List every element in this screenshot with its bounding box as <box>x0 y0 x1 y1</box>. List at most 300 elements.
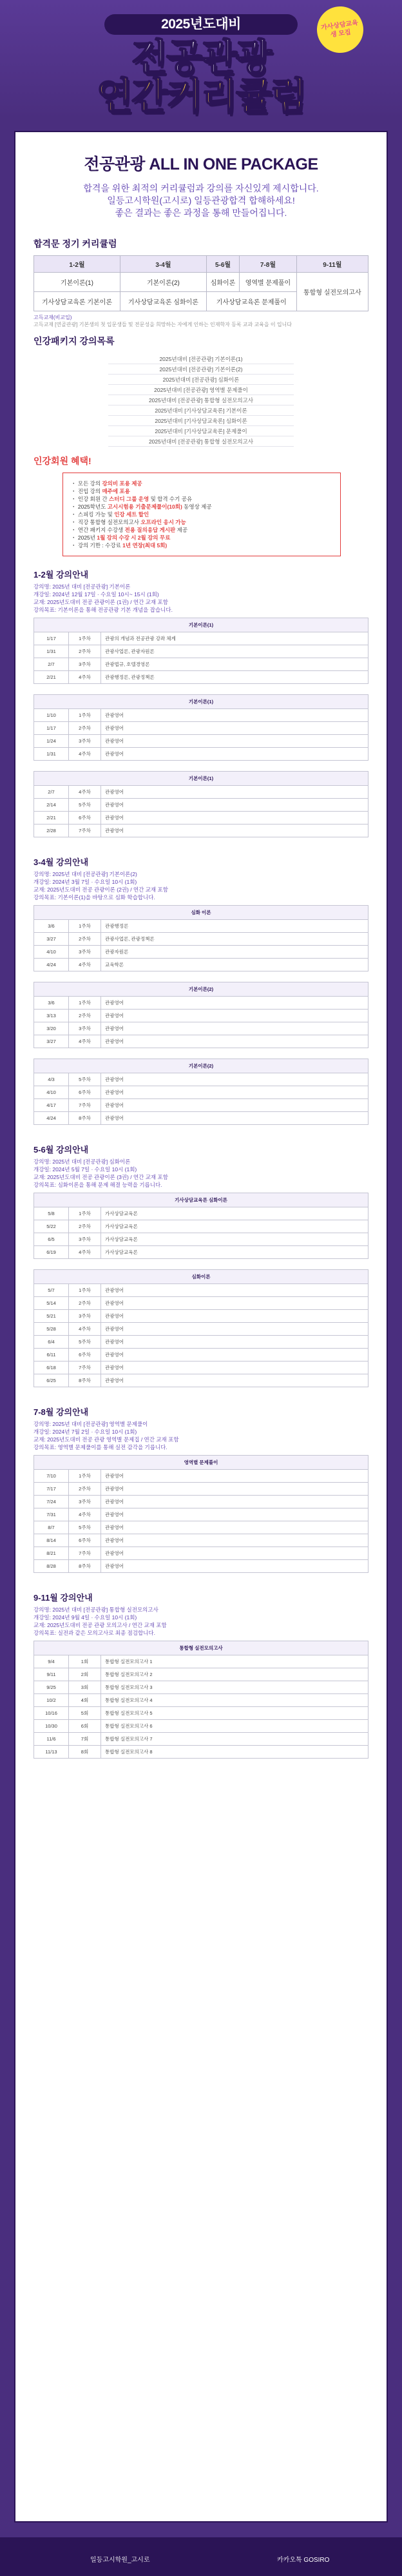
schedule-row <box>34 1694 368 1707</box>
schedule-cell: 1/17 <box>34 632 69 645</box>
month-desc-line: 개강일: 2024년 9월 4일 · 수요일 10시 (1회) <box>34 1614 137 1621</box>
schedule-cell: 가사상담교육론 <box>101 1246 368 1259</box>
schedule-row <box>34 959 368 971</box>
month-desc-line: 강의명: 2025년 대비 [전공관광] 심화이론 <box>34 1158 131 1165</box>
schedule-cell: 1주차 <box>69 920 101 933</box>
schedule-cell: 2/28 <box>34 825 69 837</box>
schedule-cell: 6주차 <box>69 1534 101 1547</box>
schedule-cell: 7/31 <box>34 1508 69 1521</box>
schedule-cell: 관광영어 <box>101 1496 368 1508</box>
intro-line: 일등고시학원(고시로) 일등관광합격 합해하세요! <box>107 195 295 206</box>
schedule-cell: 관광영어 <box>101 1547 368 1560</box>
schedule-cell: 관광영어 <box>101 1470 368 1483</box>
hero-title-line2: 연간커리큘럼 <box>96 75 306 117</box>
schedule-cell: 2주차 <box>69 645 101 658</box>
plan-cell: 영역별 문제풀이 <box>240 273 297 292</box>
spacer <box>34 1125 368 1131</box>
schedule-row <box>34 1361 368 1374</box>
schedule-cell: 통합형 실전모의고사 8 <box>101 1746 368 1759</box>
plan-header: 7-8월 <box>240 256 297 273</box>
schedule-row <box>34 1560 368 1573</box>
schedule-cell: 1주차 <box>69 1284 101 1297</box>
schedule-cell: 통합형 실전모의고사 7 <box>101 1733 368 1746</box>
schedule-caption-row <box>34 1193 368 1207</box>
schedule-row <box>34 1720 368 1733</box>
schedule-cell: 통합형 실전모의고사 5 <box>101 1707 368 1720</box>
month-title: 1-2월 강의안내 <box>34 570 89 580</box>
hero-title-line1: 전공관광 <box>131 37 271 79</box>
benefit-text: 및 합격 수기 공유 <box>149 496 193 502</box>
schedule-cell: 7/24 <box>34 1496 69 1508</box>
schedule-cell: 관광영어 <box>101 1349 368 1361</box>
spacer <box>34 684 368 690</box>
monthly-schedule <box>15 568 387 1765</box>
schedule-table <box>34 1193 368 1259</box>
month-section <box>34 1591 368 1765</box>
schedule-row <box>34 1349 368 1361</box>
schedule-caption-row <box>34 1270 368 1284</box>
schedule-table <box>34 771 368 837</box>
schedule-row <box>34 997 368 1010</box>
schedule-cell: 2/21 <box>34 812 69 825</box>
schedule-cell: 2주차 <box>69 1010 101 1022</box>
package-card <box>14 131 388 2522</box>
benefit-text: ・ 모든 강의 <box>71 480 102 487</box>
schedule-cell: 5/21 <box>34 1310 69 1323</box>
schedule-cell: 5주차 <box>69 1336 101 1349</box>
schedule-cell: 가사상담교육론 <box>101 1220 368 1233</box>
schedule-row <box>34 735 368 748</box>
schedule-table <box>34 982 368 1048</box>
schedule-table <box>34 1059 368 1125</box>
schedule-row <box>34 709 368 722</box>
schedule-cell: 9/11 <box>34 1668 69 1681</box>
month-desc-line: 강의목표: 기본이론(1)을 바탕으로 심화 학습합니다. <box>34 894 155 901</box>
spacer <box>34 1573 368 1579</box>
schedule-cell: 1주차 <box>69 997 101 1010</box>
schedule-caption: 통합형 실전모의고사 <box>34 1641 368 1655</box>
schedule-row <box>34 632 368 645</box>
schedule-cell: 2주차 <box>69 1220 101 1233</box>
schedule-cell: 5/7 <box>34 1284 69 1297</box>
schedule-cell: 7주차 <box>69 1547 101 1560</box>
schedule-cell: 관광영어 <box>101 786 368 799</box>
schedule-cell: 11/6 <box>34 1733 69 1746</box>
month-title: 7-8월 강의안내 <box>34 1407 89 1417</box>
footer <box>0 2537 402 2576</box>
schedule-cell: 9/4 <box>34 1655 69 1668</box>
month-desc-line: 개강일: 2024년 3월 7일 · 수요일 10시 (1회) <box>34 879 137 885</box>
benefit-line <box>71 511 332 518</box>
benefit-text: 전용 질의응답 게시판 <box>124 527 176 533</box>
schedule-cell: 통합형 실전모의고사 4 <box>101 1694 368 1707</box>
schedule-cell: 1/17 <box>34 722 69 735</box>
schedule-cell: 관광자원론 <box>101 946 368 959</box>
schedule-cell: 3/20 <box>34 1022 69 1035</box>
month-description <box>34 1420 368 1451</box>
schedule-cell: 6/18 <box>34 1361 69 1374</box>
schedule-row <box>34 1233 368 1246</box>
schedule-caption-row <box>34 1456 368 1470</box>
month-title: 5-6월 강의안내 <box>34 1145 89 1155</box>
schedule-table <box>34 618 368 684</box>
schedule-row <box>34 1086 368 1099</box>
schedule-cell: 10/30 <box>34 1720 69 1733</box>
schedule-cell: 5/28 <box>34 1323 69 1336</box>
schedule-row <box>34 1534 368 1547</box>
schedule-cell: 관광법규, 호텔경영론 <box>101 658 368 671</box>
schedule-cell: 3주차 <box>69 1310 101 1323</box>
schedule-cell: 8주차 <box>69 1374 101 1387</box>
plan-cell: 기사상담교육론 기본이론 <box>34 292 120 311</box>
schedule-cell: 8/7 <box>34 1521 69 1534</box>
spacer <box>34 761 368 767</box>
schedule-row <box>34 1733 368 1746</box>
plan-cell: 통합형 실전모의고사 <box>296 273 368 311</box>
schedule-row <box>34 1112 368 1125</box>
schedule-cell: 관광영어 <box>101 997 368 1010</box>
schedule-cell: 5회 <box>69 1707 101 1720</box>
plan-cell: 심화이론 <box>206 273 239 292</box>
benefit-text: ・ 강의 기한 : 수강료 <box>71 542 123 549</box>
schedule-row <box>34 1297 368 1310</box>
month-section <box>34 855 368 1131</box>
schedule-row <box>34 1707 368 1720</box>
month-desc-line: 강의목표: 기본이론을 통해 전공관광 기본 개념을 잡습니다. <box>34 607 173 613</box>
benefit-text: ・ 스피킹 가능 및 <box>71 511 115 518</box>
schedule-cell: 3주차 <box>69 735 101 748</box>
schedule-cell: 4주차 <box>69 748 101 761</box>
benefit-text: 강의비 포용 제공 <box>102 480 142 487</box>
schedule-cell: 3주차 <box>69 1496 101 1508</box>
month-description <box>34 583 368 614</box>
schedule-cell: 2주차 <box>69 1297 101 1310</box>
schedule-cell: 관광영어 <box>101 799 368 812</box>
month-desc-line: 강의명: 2025년 대비 [전공관광] 기본이론(2) <box>34 871 137 877</box>
schedule-cell: 2주차 <box>69 722 101 735</box>
schedule-cell: 관광영어 <box>101 825 368 837</box>
month-desc-line: 교재: 2025년도대비 전공 관광 모의고사 / 연간 교재 포함 <box>34 1622 167 1628</box>
schedule-row <box>34 1374 368 1387</box>
recruit-badge: 가사상담교육생 모집 <box>314 3 366 55</box>
schedule-cell: 6/5 <box>34 1233 69 1246</box>
plan-cell: 기사상담교육론 심화이론 <box>120 292 206 311</box>
plan-header: 9-11월 <box>296 256 368 273</box>
online-course-item[interactable]: 2025년대비 [전공관광] 기본이론(2) <box>108 364 294 375</box>
schedule-row <box>34 1470 368 1483</box>
month-description <box>34 1606 368 1637</box>
schedule-cell: 관광사업론, 관광자원론 <box>101 645 368 658</box>
schedule-cell: 2주차 <box>69 1483 101 1496</box>
schedule-caption-row <box>34 695 368 709</box>
schedule-cell: 1주차 <box>69 709 101 722</box>
schedule-cell: 4/3 <box>34 1073 69 1086</box>
member-benefit <box>34 454 368 556</box>
plan-header: 3-4월 <box>120 256 206 273</box>
schedule-cell: 6주차 <box>69 1086 101 1099</box>
schedule-row <box>34 1508 368 1521</box>
schedule-row <box>34 1022 368 1035</box>
schedule-caption: 기본이론(1) <box>34 772 368 786</box>
schedule-cell: 1회 <box>69 1655 101 1668</box>
month-description <box>34 870 368 901</box>
benefit-line <box>71 487 332 495</box>
schedule-row <box>34 1284 368 1297</box>
schedule-row <box>34 1220 368 1233</box>
schedule-cell: 관광영어 <box>101 1508 368 1521</box>
schedule-cell: 8/28 <box>34 1560 69 1573</box>
schedule-table <box>34 1455 368 1573</box>
spacer <box>34 837 368 844</box>
schedule-cell: 4주차 <box>69 1508 101 1521</box>
schedule-row <box>34 1207 368 1220</box>
benefit-line <box>71 480 332 487</box>
schedule-cell: 4회 <box>69 1694 101 1707</box>
benefit-text: ・ 진입 강의 <box>71 488 102 494</box>
schedule-cell: 2/21 <box>34 671 69 684</box>
benefit-line <box>71 526 332 534</box>
schedule-cell: 8회 <box>69 1746 101 1759</box>
schedule-cell: 1/31 <box>34 748 69 761</box>
spacer <box>34 1048 368 1055</box>
schedule-row <box>34 1655 368 1668</box>
schedule-cell: 관광영어 <box>101 1099 368 1112</box>
schedule-cell: 8주차 <box>69 1112 101 1125</box>
schedule-cell: 가사상담교육론 <box>101 1207 368 1220</box>
schedule-cell: 2/7 <box>34 658 69 671</box>
month-desc-line: 강의명: 2025년 대비 [전공관광] 기본이론 <box>34 583 131 590</box>
schedule-cell: 6/25 <box>34 1374 69 1387</box>
month-desc-line: 교재: 2025년도대비 전공 관광이론 (1권) / 연간 교재 포함 <box>34 599 168 605</box>
schedule-row <box>34 786 368 799</box>
schedule-cell: 5/8 <box>34 1207 69 1220</box>
benefit-text: 1월 강의 수강 시 2월 강의 무료 <box>97 534 171 541</box>
month-desc-line: 교재: 2025년도대비 전공 관광 영역별 문제집 / 연간 교재 포함 <box>34 1436 179 1443</box>
schedule-cell: 6주차 <box>69 812 101 825</box>
schedule-table <box>34 1269 368 1387</box>
schedule-cell: 1/31 <box>34 645 69 658</box>
schedule-cell: 2/14 <box>34 799 69 812</box>
benefit-line <box>71 495 332 503</box>
month-section <box>34 1405 368 1579</box>
schedule-cell: 가사상담교육론 <box>101 1233 368 1246</box>
schedule-row <box>34 1099 368 1112</box>
benefit-text: 오프라인 응시 가능 <box>140 519 186 525</box>
schedule-cell: 4주차 <box>69 786 101 799</box>
schedule-row <box>34 1668 368 1681</box>
plan-note-text: 고득교재 [연골관광] 기본생의 첫 입문생들 및 전문성을 희망하는 자에게 인하는 인재학자 등록 교과 교육을 이 입니다 <box>34 322 292 327</box>
schedule-cell: 관광영어 <box>101 1035 368 1048</box>
curriculum-table <box>34 255 368 311</box>
spacer <box>34 1759 368 1765</box>
schedule-row <box>34 1336 368 1349</box>
schedule-cell: 1/24 <box>34 735 69 748</box>
month-desc-line: 강의명: 2025년 대비 [전공관광] 영역별 문제풀이 <box>34 1421 148 1427</box>
schedule-cell: 관광영어 <box>101 1010 368 1022</box>
online-course-item[interactable]: 2025년대비 [전공관광] 심화이론 <box>108 375 294 385</box>
schedule-cell: 관광행정론 <box>101 920 368 933</box>
schedule-row <box>34 946 368 959</box>
schedule-row <box>34 1483 368 1496</box>
online-course-item[interactable]: 2025년대비 [전공관광] 기본이론(1) <box>108 354 294 364</box>
month-desc-line: 교재: 2025년도대비 전공 관광이론 (2권) / 연간 교재 포함 <box>34 886 168 893</box>
schedule-cell: 5/14 <box>34 1297 69 1310</box>
package-title: 전공관광 ALL IN ONE PACKAGE <box>84 155 318 173</box>
schedule-caption-row <box>34 618 368 632</box>
schedule-cell: 2회 <box>69 1668 101 1681</box>
schedule-table <box>34 1641 368 1759</box>
schedule-cell: 4/10 <box>34 946 69 959</box>
schedule-cell: 3/13 <box>34 1010 69 1022</box>
schedule-cell: 4/24 <box>34 959 69 971</box>
schedule-cell: 통합형 실전모의고사 1 <box>101 1655 368 1668</box>
online-course-item[interactable]: 2025년대비 [전공관광] 영역별 문제풀이 <box>108 385 294 395</box>
schedule-caption-row <box>34 982 368 997</box>
schedule-cell: 교육학론 <box>101 959 368 971</box>
schedule-row <box>34 671 368 684</box>
benefit-text: 인강 세트 할인 <box>114 511 149 518</box>
plan-cell: 기사상담교육론 문제풀이 <box>206 292 296 311</box>
schedule-cell: 관광영어 <box>101 1560 368 1573</box>
schedule-cell: 통합형 실전모의고사 3 <box>101 1681 368 1694</box>
online-course-item[interactable]: 2025년대비 [기사상담교육론] 심화이론 <box>108 416 294 426</box>
schedule-cell: 3주차 <box>69 1233 101 1246</box>
month-desc-line: 교재: 2025년도대비 전공 관광이론 (3권) / 연간 교재 포함 <box>34 1174 168 1180</box>
schedule-cell: 3/6 <box>34 920 69 933</box>
online-course-item[interactable]: 2025년대비 [전공관광] 통합형 실전모의고사 <box>108 395 294 405</box>
spacer <box>34 971 368 978</box>
schedule-row <box>34 799 368 812</box>
plan-cell: 기본이론(1) <box>34 273 120 292</box>
schedule-cell: 관광영어 <box>101 1022 368 1035</box>
schedule-row <box>34 1310 368 1323</box>
plan-note-label: 고득교재(비교입) <box>34 315 72 320</box>
schedule-cell: 2주차 <box>69 933 101 946</box>
schedule-cell: 8주차 <box>69 1560 101 1573</box>
schedule-cell: 4주차 <box>69 1323 101 1336</box>
year-pill: 2025년도대비 <box>104 14 298 35</box>
benefit-text: 매주에 포용 <box>102 488 130 494</box>
schedule-cell: 3/27 <box>34 933 69 946</box>
schedule-row <box>34 658 368 671</box>
schedule-row <box>34 1681 368 1694</box>
benefit-text: 고시시험용 기출문제풀이(10회) <box>107 503 182 510</box>
schedule-cell: 관광영어 <box>101 722 368 735</box>
schedule-cell: 3주차 <box>69 658 101 671</box>
schedule-row <box>34 812 368 825</box>
schedule-cell: 6회 <box>69 1720 101 1733</box>
schedule-cell: 6/11 <box>34 1349 69 1361</box>
schedule-row <box>34 645 368 658</box>
month-title: 3-4월 강의안내 <box>34 857 89 867</box>
online-heading: 인강패키지 강의목록 <box>34 336 115 346</box>
schedule-cell: 7/10 <box>34 1470 69 1483</box>
schedule-caption-row <box>34 772 368 786</box>
benefit-text: 동영상 제공 <box>182 503 212 510</box>
benefit-line <box>71 503 332 511</box>
schedule-cell: 11/13 <box>34 1746 69 1759</box>
footer-kakao-link[interactable]: 카카오톡 GOSIRO <box>277 2557 330 2564</box>
schedule-caption-row <box>34 1641 368 1655</box>
schedule-cell: 7주차 <box>69 1361 101 1374</box>
month-title: 9-11월 강의안내 <box>34 1593 93 1603</box>
schedule-cell: 10/16 <box>34 1707 69 1720</box>
schedule-row <box>34 920 368 933</box>
schedule-cell: 관광사업론, 관광정책론 <box>101 933 368 946</box>
schedule-row <box>34 1035 368 1048</box>
online-course-list <box>108 354 294 447</box>
schedule-cell: 6주차 <box>69 1349 101 1361</box>
schedule-caption: 기사상담교육론 심화이론 <box>34 1193 368 1207</box>
schedule-cell: 1주차 <box>69 1470 101 1483</box>
schedule-cell: 관광영어 <box>101 709 368 722</box>
schedule-cell: 7주차 <box>69 825 101 837</box>
schedule-cell: 관광영어 <box>101 812 368 825</box>
schedule-cell: 관광행정론, 관광정책론 <box>101 671 368 684</box>
schedule-cell: 4주차 <box>69 671 101 684</box>
schedule-cell: 관광영어 <box>101 1336 368 1349</box>
plan-cell: 기본이론(2) <box>120 273 206 292</box>
schedule-row <box>34 933 368 946</box>
plan-note <box>34 314 368 328</box>
schedule-cell: 10/2 <box>34 1694 69 1707</box>
schedule-row <box>34 1010 368 1022</box>
schedule-cell: 8/21 <box>34 1547 69 1560</box>
intro-line: 좋은 결과는 좋은 과정을 통해 만들어집니다. <box>115 208 287 218</box>
schedule-cell: 4주차 <box>69 1035 101 1048</box>
schedule-cell: 1/10 <box>34 709 69 722</box>
schedule-caption: 기본이론(1) <box>34 618 368 632</box>
schedule-cell: 1주차 <box>69 1207 101 1220</box>
spacer <box>34 1259 368 1265</box>
schedule-cell: 관광영어 <box>101 1323 368 1336</box>
online-course-item[interactable]: 2025년대비 [전공관광] 통합형 실전모의고사 <box>108 436 294 447</box>
benefit-text: ・ 연간 패키지 수강생 <box>71 527 125 533</box>
benefit-text: 스터디 그룹 운영 <box>109 496 149 502</box>
schedule-cell: 6/4 <box>34 1336 69 1349</box>
month-desc-line: 강의목표: 실전과 같은 모의고사로 최종 점검합니다. <box>34 1630 155 1636</box>
intro-text <box>28 182 374 219</box>
schedule-row <box>34 748 368 761</box>
schedule-cell: 5/22 <box>34 1220 69 1233</box>
benefit-text: 1년 연장(최대 5회) <box>122 542 168 549</box>
plan-header: 5-6월 <box>206 256 239 273</box>
schedule-row <box>34 1246 368 1259</box>
schedule-caption: 영역별 문제풀이 <box>34 1456 368 1470</box>
schedule-table <box>34 694 368 761</box>
schedule-cell: 1주차 <box>69 632 101 645</box>
benefit-text: ・ 2025년 <box>71 534 97 541</box>
schedule-cell: 통합형 실전모의고사 6 <box>101 1720 368 1733</box>
schedule-cell: 6/19 <box>34 1246 69 1259</box>
month-desc-line: 개강일: 2024년 5월 7일 · 수요일 10시 (1회) <box>34 1166 137 1173</box>
online-course-item[interactable]: 2025년대비 [기사상담교육론] 문제풀이 <box>108 426 294 436</box>
spacer <box>34 1387 368 1394</box>
schedule-cell: 관광영어 <box>101 1297 368 1310</box>
schedule-cell: 관광영어 <box>101 1361 368 1374</box>
benefit-line <box>71 542 332 549</box>
schedule-caption: 기본이론(2) <box>34 1059 368 1073</box>
month-section <box>34 1143 368 1394</box>
online-course-item[interactable]: 2025년대비 [기사상담교육론] 기본이론 <box>108 405 294 416</box>
benefit-text: ・ 2025학년도 <box>71 503 108 510</box>
schedule-cell: 4/10 <box>34 1086 69 1099</box>
schedule-cell: 7회 <box>69 1733 101 1746</box>
schedule-cell: 3주차 <box>69 946 101 959</box>
month-description <box>34 1158 368 1189</box>
schedule-cell: 3회 <box>69 1681 101 1694</box>
schedule-row <box>34 1521 368 1534</box>
